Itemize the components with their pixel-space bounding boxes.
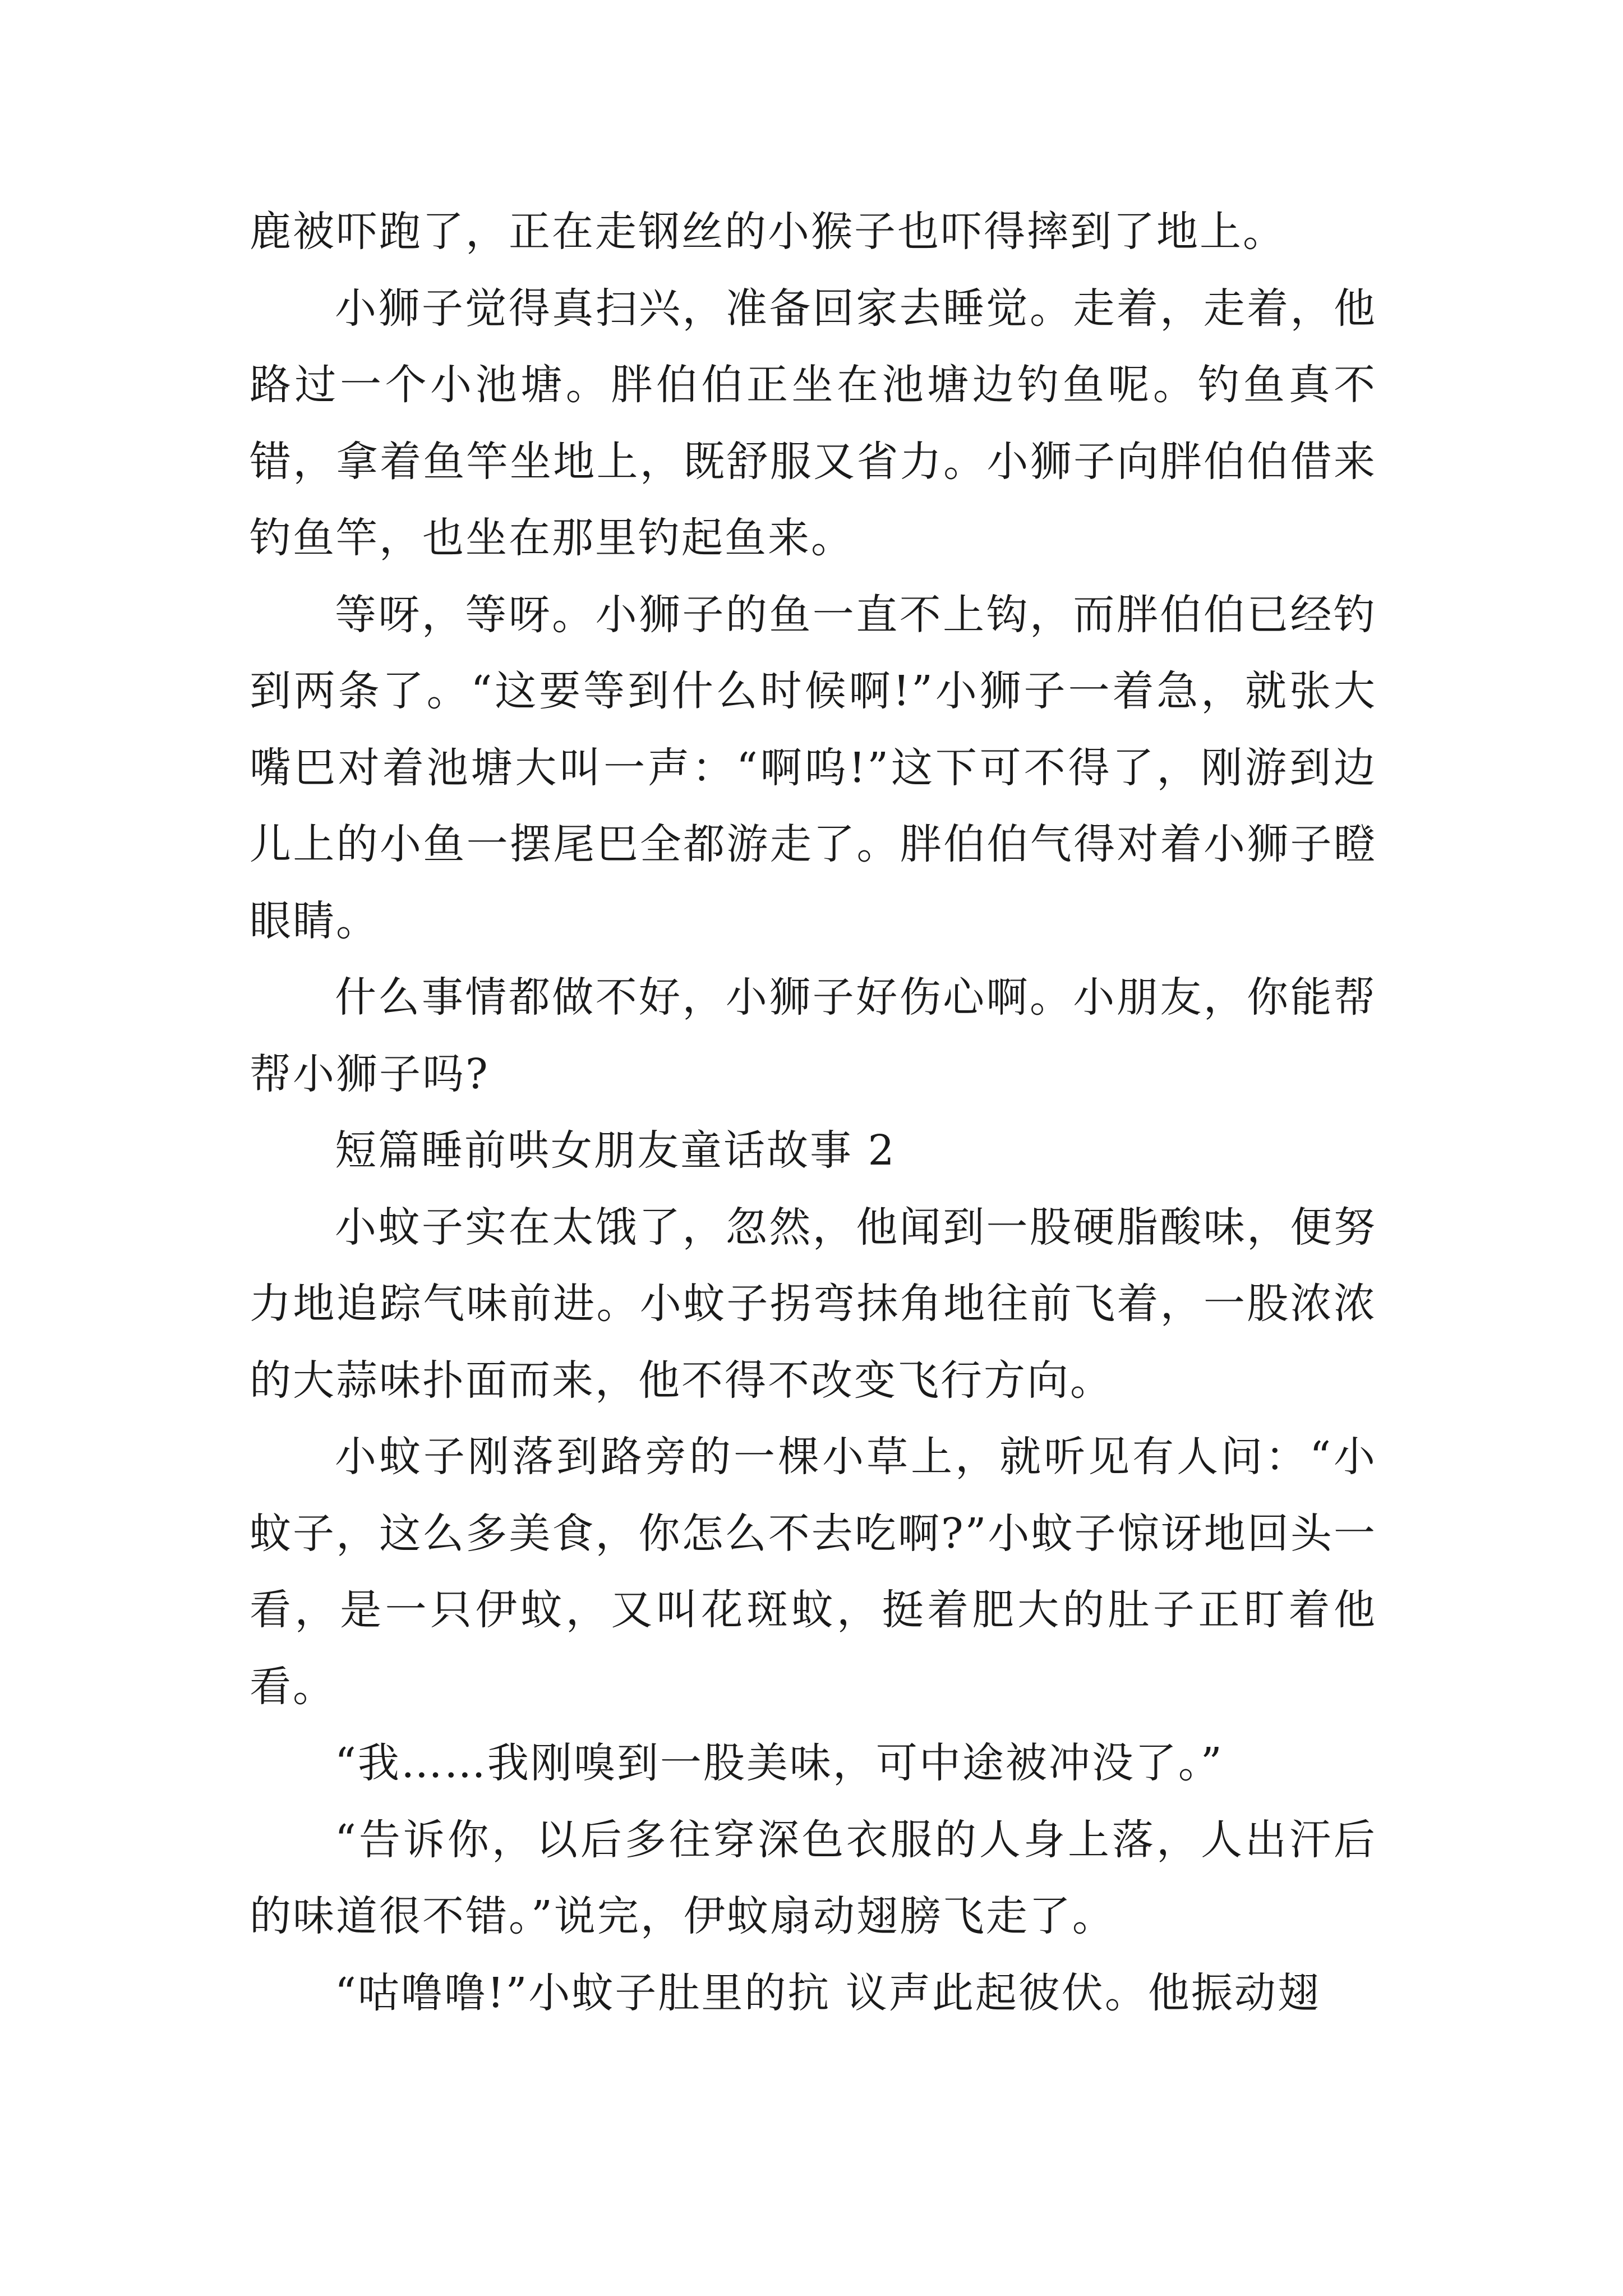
paragraph-help-lion: 什么事情都做不好，小狮子好伤心啊。小朋友，你能帮帮小狮子吗? (250, 973, 1377, 1098)
paragraph-waiting: 等呀，等呀。小狮子的鱼一直不上钩，而胖伯伯已经钓到两条了。“这要等到什么时候啊!”小狮子一着急，就张大嘴巴对着池塘大叫一声：“啊呜!”这下可不得了，刚游到边儿上的小鱼一摆尾巴全都游走了。胖伯伯气得对着小狮子瞪眼睛。 (250, 590, 1377, 945)
paragraph-stomach: “咕噜噜!”小蚊子肚里的抗 议声此起彼伏。他振动翅 (335, 1968, 1321, 2017)
paragraph-continuation: 鹿被吓跑了，正在走钢丝的小猴子也吓得摔到了地上。 (250, 208, 1286, 256)
paragraph-mosquito-hungry: 小蚊子实在太饿了，忽然，他闻到一股硬脂酸味，便努力地追踪气味前进。小蚊子拐弯抹角地往前飞着，一股浓浓的大蒜味扑面而来，他不得不改变飞行方向。 (250, 1203, 1377, 1405)
story-text (250, 194, 1377, 2031)
story-heading: 短篇睡前哄女朋友童话故事 2 (335, 1126, 896, 1175)
paragraph-mosquito-grass: 小蚊子刚落到路旁的一棵小草上，就听见有人问：“小蚊子，这么多美食，你怎么不去吃啊?”小蚊子惊讶地回头一看，是一只伊蚊，又叫花斑蚊，挺着肥大的肚子正盯着他看。 (250, 1433, 1377, 1711)
paragraph-fishing: 小狮子觉得真扫兴，准备回家去睡觉。走着，走着，他路过一个小池塘。胖伯伯正坐在池塘边钓鱼呢。钓鱼真不错，拿着鱼竿坐地上，既舒服又省力。小狮子向胖伯伯借来钓鱼竿，也坐在那里钓起鱼来。 (250, 284, 1377, 562)
paragraph-dialogue-2: “告诉你，以后多往穿深色衣服的人身上落，人出汗后的味道很不错。”说完，伊蚊扇动翅膀飞走了。 (250, 1815, 1377, 1940)
paragraph-dialogue-1: “我……我刚嗅到一股美味，可中途被冲没了。” (335, 1739, 1224, 1787)
